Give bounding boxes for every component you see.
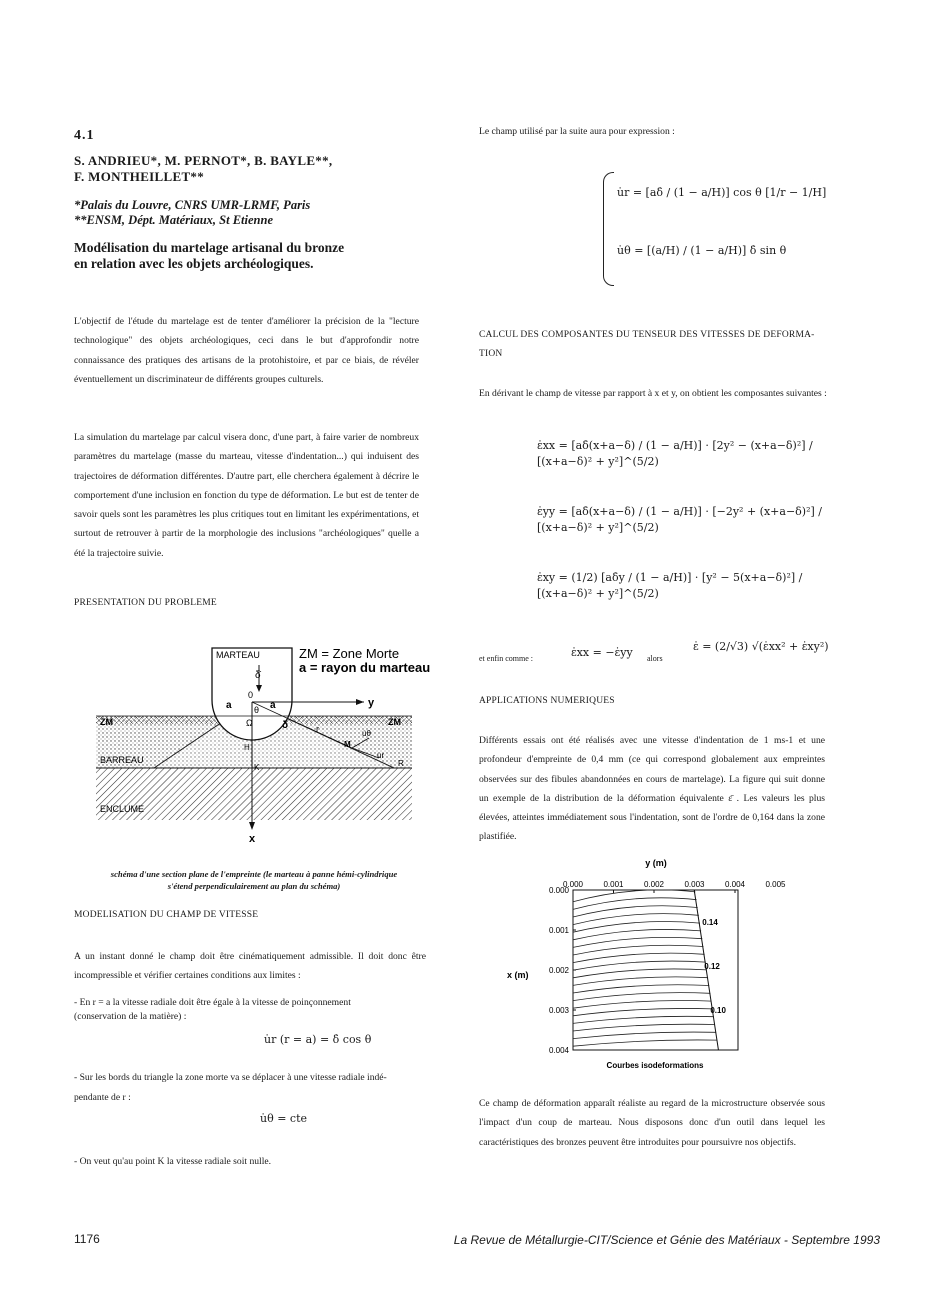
label-y: y: [368, 697, 375, 709]
model-paragraph-2a: - En r = a la vitesse radiale doit être égale à la vitesse de poinçonnement: [74, 997, 351, 1008]
label-delta-dot: δ̇: [255, 670, 261, 681]
figure-caption-line-1: schéma d'une section plane de l'empreinte (le marteau à panne hémi-cylindrique: [110, 869, 398, 879]
chart-contour-line: [573, 977, 708, 986]
label-u-r: u̇r: [377, 751, 385, 760]
equation-equivalent: ε̇ = (2/√3) √(ε̇xx² + ε̇xy²): [693, 640, 829, 653]
figure-caption-line-2: s'étend perpendiculairement au plan du schéma): [167, 881, 341, 891]
chart-y-tick-label: 0.004: [548, 1046, 569, 1055]
heading-tensor-line-1: CALCUL DES COMPOSANTES DU TENSEUR DES VITESSES DE DEFORMA-: [479, 330, 815, 340]
label-marteau: MARTEAU: [216, 650, 260, 660]
chart-x-tick-label: 0.005: [765, 880, 786, 889]
chart-contour-line: [573, 898, 697, 910]
intro-paragraph-1: L'objectif de l'étude du martelage est de tenter d'améliorer la précision de la "lecture technologique" des objets archéologiques, ceci dans le but d'approfondir notre connaissance des pratiques des artisans de la protohistoire, et par ce biais, de révéler éventuellement un discriminateur de différents groupes culturels.: [74, 316, 419, 385]
chart-contour-label: 0.10: [710, 1006, 726, 1015]
equation-exx: ε̇xx = [aδ̇(x+a−δ) / (1 − a/H)] · [2y² − (x+a−δ)²] / [(x+a−δ)² + y²]^(5/2): [537, 439, 813, 468]
label-R: R: [398, 759, 404, 768]
paper-title-line-1: Modélisation du martelage artisanal du bronze: [74, 240, 345, 255]
chart-contour-line: [573, 906, 698, 917]
chart-contour-line: [573, 1024, 715, 1031]
chart-y-ticks: [549, 886, 576, 1055]
label-barreau: BARREAU: [100, 755, 144, 765]
chart-contour-labels: [702, 918, 726, 1015]
label-origin: 0: [248, 690, 254, 700]
hammer-schematic: [94, 640, 434, 850]
affiliation-1: *Palais du Louvre, CNRS UMR-LRMF, Paris: [74, 198, 311, 212]
equation-equal: ε̇xx = −ε̇yy: [571, 646, 633, 659]
paper-title-line-2: en relation avec les objets archéologiques.: [74, 256, 314, 271]
equation-constant: u̇θ = cte: [260, 1112, 308, 1125]
model-paragraph-1: A un instant donné le champ doit être cinématiquement admissible. Il doit donc être incompressible et vérifier certaines conditions aux limites :: [74, 951, 426, 982]
chart-contour-line: [573, 1001, 712, 1009]
intro-paragraph-2: La simulation du martelage par calcul visera donc, d'une part, à faire varier de nombreux paramètres du martelage (masse du marteau, vitesse d'indentation...) qui induisent des trajectoires de déformation différentes. D'autre part, elle cherchera également à décrire le comportement d'une inclusion en fonction du type de déformation. Le but est de tenter de savoir quels sont les paramètres les plus critiques tout en limitant les expérimentations, et surtout de retrouver à partir de la morphologie des inclusions "archéologiques" quelle a été la trajectoire suivie.: [74, 432, 419, 559]
chart-x-ticks: [563, 880, 786, 893]
chart-contour-line: [573, 993, 710, 1001]
chart-contour-line: [573, 985, 709, 993]
equation-exy: ε̇xy = (1/2) [aδ̇y / (1 − a/H)] · [y² − 5(x+a−δ)²] / [(x+a−δ)² + y²]^(5/2): [537, 571, 803, 600]
tensor-intro: En dérivant le champ de vitesse par rapport à x et y, on obtient les composantes suivantes :: [479, 388, 827, 399]
label-a-left: a: [226, 700, 232, 711]
equation-utheta: u̇θ = [(a/H) / (1 − a/H)] δ̇ sin θ: [617, 244, 787, 257]
label-r: r: [316, 724, 319, 734]
label-K: K: [254, 763, 260, 772]
heading-problem: PRESENTATION DU PROBLEME: [74, 598, 217, 608]
chart-x-tick-label: 0.004: [724, 880, 746, 889]
affiliation-2: **ENSM, Dépt. Matériaux, St Etienne: [74, 213, 273, 227]
equation-ur: u̇r = [aδ̇ / (1 − a/H)] cos θ [1/r − 1/H]: [617, 186, 827, 199]
label-H: H: [244, 743, 250, 752]
label-a-right: a: [270, 700, 276, 711]
label-M: M: [344, 740, 351, 749]
chart-y-tick-label: 0.002: [548, 966, 569, 975]
authors-line-2: F. MONTHEILLET**: [74, 169, 205, 184]
heading-applications: APPLICATIONS NUMERIQUES: [479, 696, 615, 706]
chart-contour-label: 0.14: [702, 918, 718, 927]
label-x: x: [249, 833, 256, 845]
model-paragraph-3b: pendante de r :: [74, 1092, 131, 1103]
chart-contour-lines: [573, 890, 717, 1046]
chart-contour-label: 0.12: [704, 962, 720, 971]
field-intro: Le champ utilisé par la suite aura pour expression :: [479, 126, 675, 137]
chart-x-tick-label: 0.003: [684, 880, 705, 889]
chart-y-tick-label: 0.003: [548, 1006, 569, 1015]
heading-tensor-line-2: TION: [479, 349, 503, 359]
page-number: 1176: [74, 1232, 100, 1246]
chart-x-tick-label: 0.002: [643, 880, 665, 889]
legend-line-1: ZM = Zone Morte: [299, 646, 400, 661]
legend-line-2: a = rayon du marteau: [299, 660, 431, 675]
chart-contour-line: [573, 890, 695, 902]
chart-contour-line: [573, 1008, 713, 1015]
heading-model: MODELISATION DU CHAMP DE VITESSE: [74, 910, 259, 920]
label-zm-left: ZM: [100, 717, 113, 727]
model-paragraph-2b: (conservation de la matière) :: [74, 1011, 187, 1022]
conclusion-paragraph: Ce champ de déformation apparaît réaliste au regard de la microstructure observée sous l'impact d'un coup de marteau. Nous disposons donc d'un outil dans lequel les caractéristiques des bronzes peuvent être introduites pour poursuivre nos objectifs.: [479, 1098, 825, 1148]
equation-boundary: u̇r (r = a) = δ̇ cos θ: [264, 1033, 372, 1046]
chart-contour-line: [573, 969, 707, 978]
applications-paragraph: Différents essais ont été réalisés avec une vitesse d'indentation de 1 ms-1 et une profondeur d'empreinte de 0,4 mm (ce qui correspond globalement aux empreintes observées sur des fibules abandonnées en cours de martelage). La figure qui suit donne un exemple de la distribution de la déformation équivalente ε̄ . Les valeurs les plus élevées, atteintes immédiatement sous l'indentation, sont de l'ordre de 0,164 dans la zone plastifiée.: [479, 735, 825, 843]
model-paragraph-3a: - Sur les bords du triangle la zone morte va se déplacer à une vitesse radiale indé-: [74, 1072, 387, 1083]
chart-y-tick-label: 0.001: [548, 926, 569, 935]
label-enclume: ENCLUME: [100, 804, 145, 814]
finally-label: et enfin comme :: [479, 654, 533, 663]
journal-reference: La Revue de Métallurgie-CIT/Science et Génie des Matériaux - Septembre 1993: [453, 1233, 880, 1247]
chart-x-tick-label: 0.000: [562, 880, 584, 889]
chart-x-axis-label: y (m): [645, 858, 667, 868]
isodeformation-chart: [503, 852, 803, 1076]
model-paragraph-4: - On veut qu'au point K la vitesse radiale soit nulle.: [74, 1156, 272, 1167]
label-u-theta: u̇θ: [362, 729, 371, 738]
alors-label: alors: [647, 654, 663, 663]
chart-x-tick-label: 0.001: [603, 880, 624, 889]
label-theta: θ: [254, 705, 260, 715]
chart-y-axis-label: x (m): [507, 970, 529, 980]
chart-y-tick-label: 0.000: [548, 886, 569, 895]
equation-eyy: ε̇yy = [aδ̇(x+a−δ) / (1 − a/H)] · [−2y² + (x+a−δ)²] / [(x+a−δ)² + y²]^(5/2): [537, 505, 822, 534]
chart-contour-line: [573, 1032, 716, 1039]
authors-line-1: S. ANDRIEU*, M. PERNOT*, B. BAYLE**,: [74, 153, 333, 168]
label-zm-right: ZM: [388, 717, 401, 727]
section-number: 4.1: [74, 128, 95, 143]
label-delta: δ: [282, 720, 289, 731]
chart-contour-line: [573, 1016, 714, 1023]
chart-caption: Courbes isodeformations: [606, 1061, 704, 1070]
system-brace: [603, 172, 614, 286]
label-omega: Ω: [246, 718, 253, 728]
chart-contour-line: [573, 1040, 717, 1046]
